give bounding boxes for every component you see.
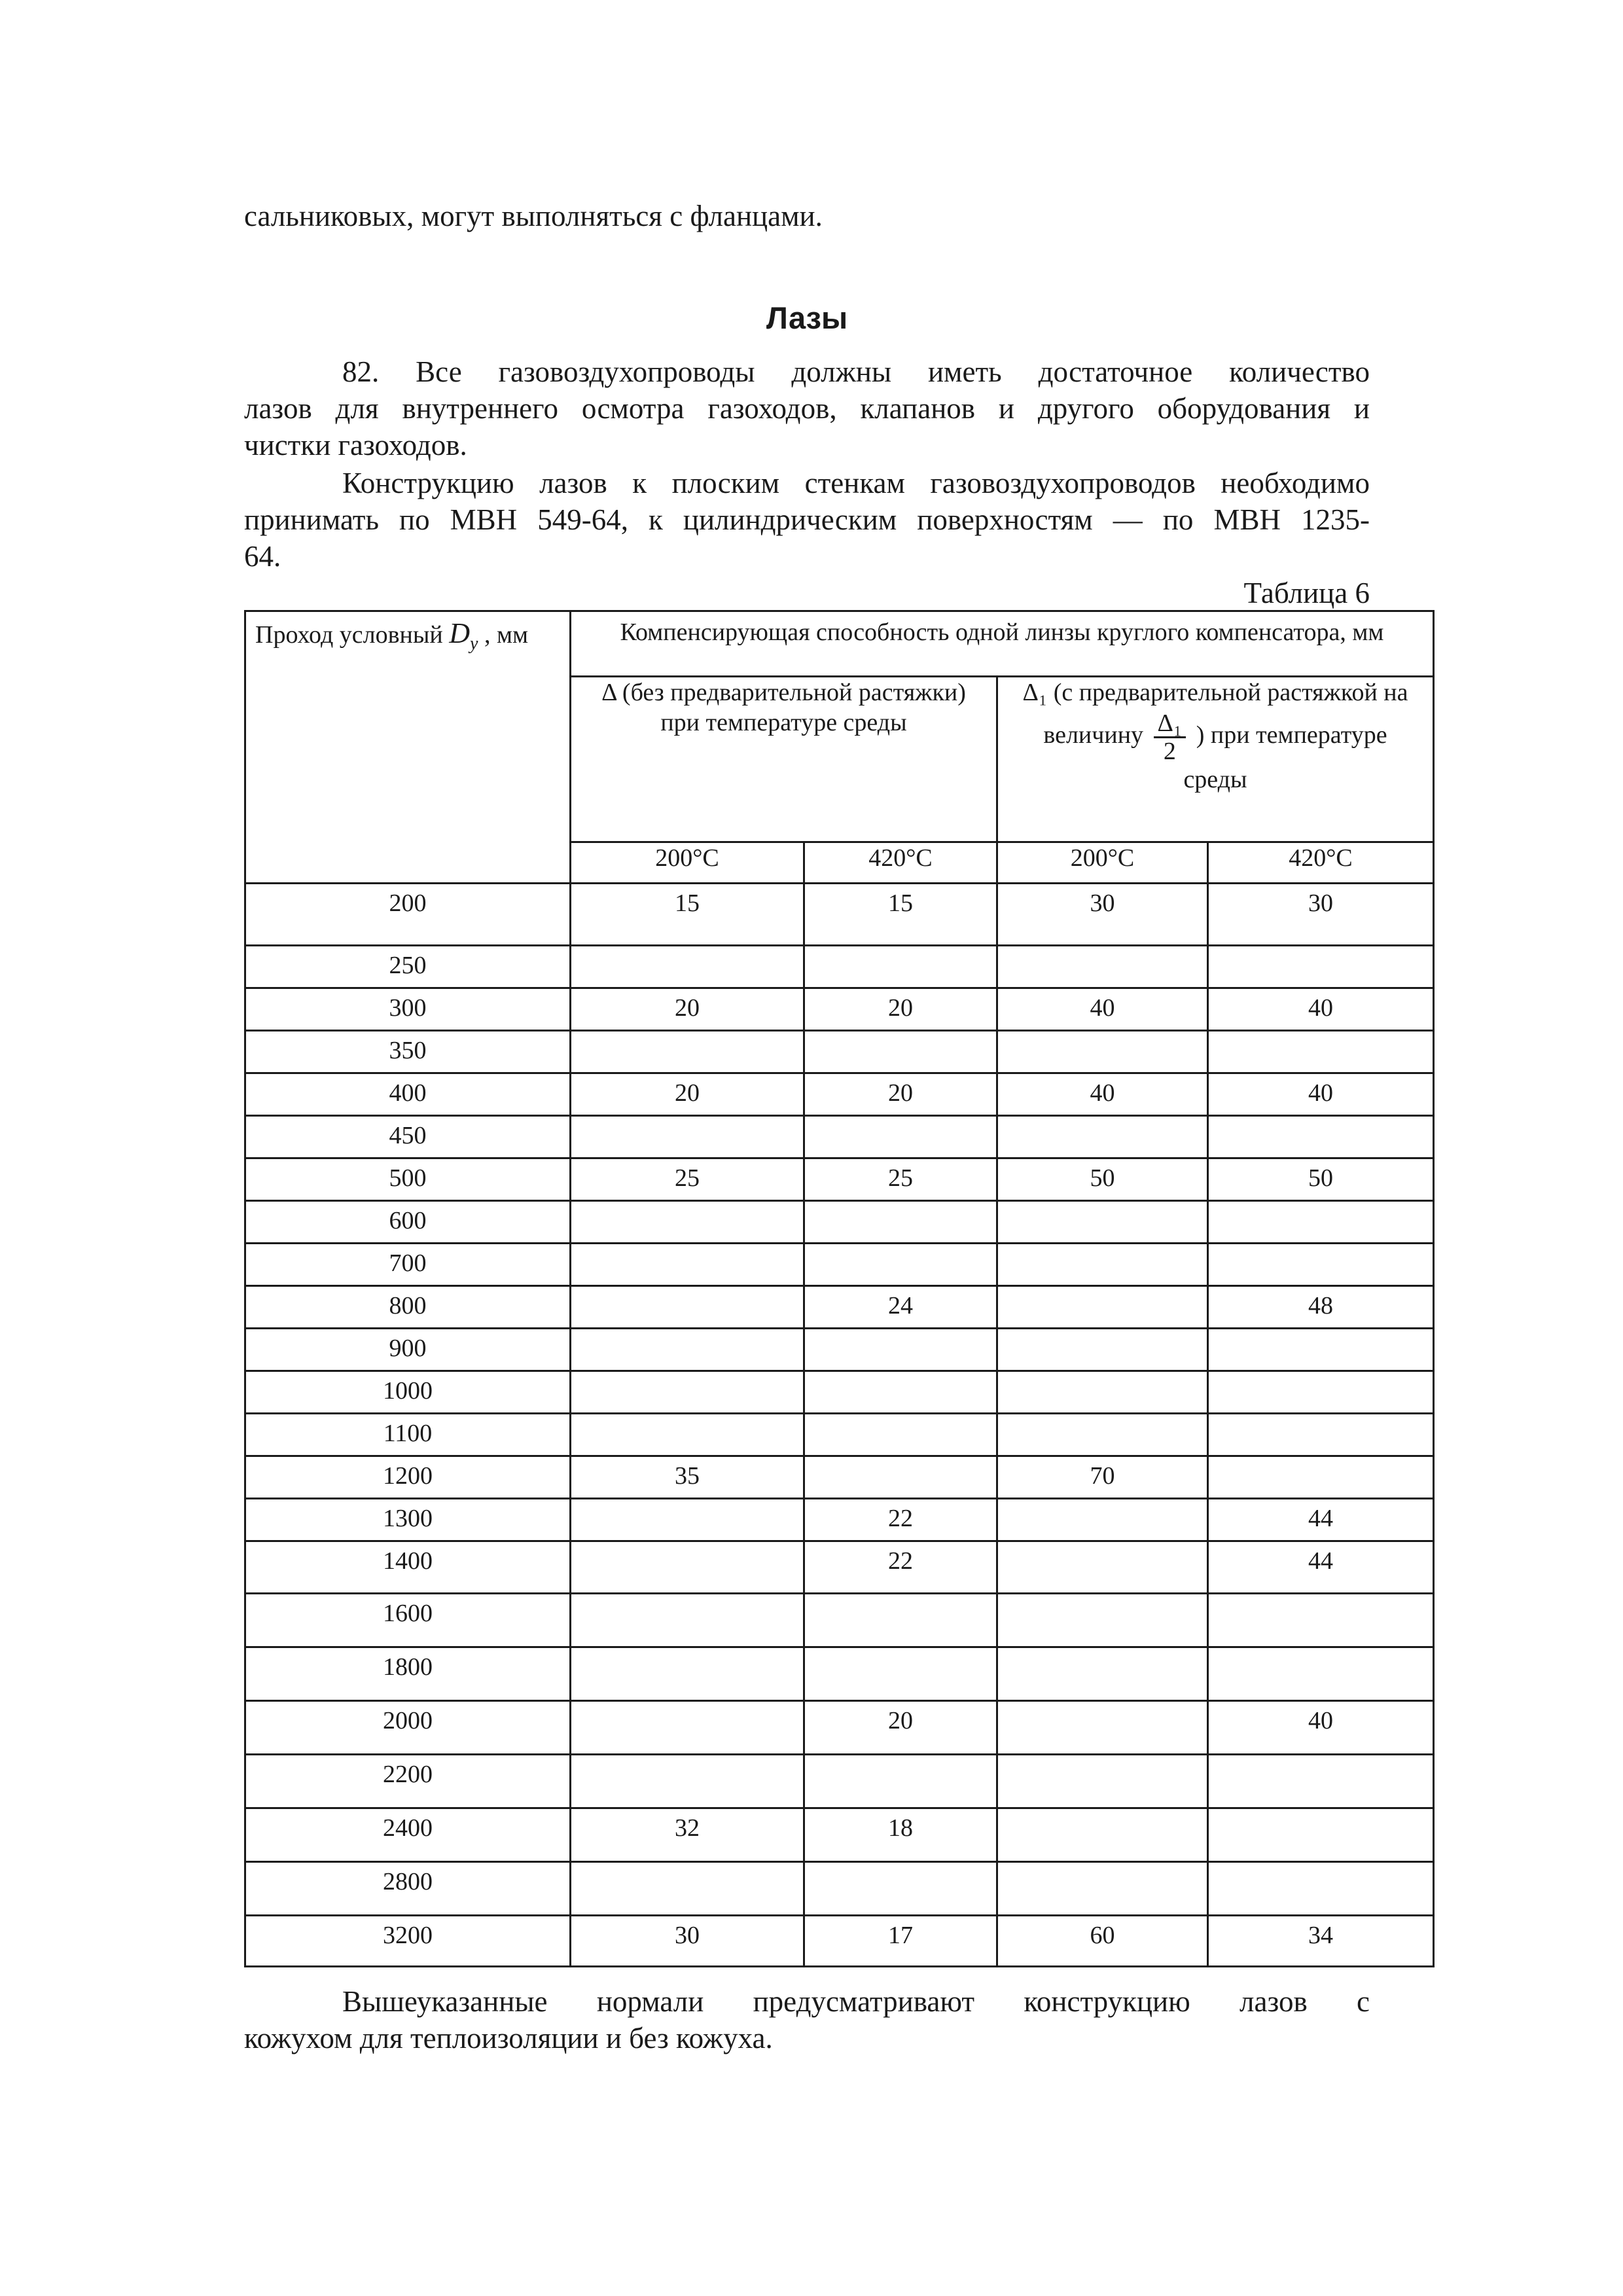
table-cell-value: 17	[804, 1916, 997, 1967]
table-row	[245, 1116, 1434, 1158]
table-cell-bore: 1200	[245, 1456, 571, 1499]
table-cell-bore: 600	[245, 1201, 571, 1244]
table-cell-bore: 300	[245, 988, 571, 1031]
table-header-row	[245, 611, 1434, 677]
table-cell-value	[571, 1701, 804, 1755]
table-cell-value	[571, 1541, 804, 1594]
table-cell-value	[1208, 946, 1434, 988]
table-cell-value	[804, 1594, 997, 1647]
table-cell-value	[997, 1594, 1208, 1647]
table-cell-value: 44	[1208, 1499, 1434, 1541]
subheader-no-prestretch: Δ (без предварительной растяжки) при температуре среды	[571, 677, 997, 842]
table-cell-value	[1208, 1116, 1434, 1158]
table-row	[245, 1916, 1434, 1967]
table-cell-value: 30	[1208, 884, 1434, 946]
table-cell-value	[804, 1116, 997, 1158]
table-row	[245, 946, 1434, 988]
table-row	[245, 1701, 1434, 1755]
table-cell-value: 44	[1208, 1541, 1434, 1594]
table-cell-value	[571, 1201, 804, 1244]
table-cell-value: 34	[1208, 1916, 1434, 1967]
table-cell-bore: 1800	[245, 1647, 571, 1701]
table-row	[245, 988, 1434, 1031]
para1-line2: лазов для внутреннего осмотра газоходов, клапанов и другого оборудования и	[244, 392, 1370, 425]
table-cell-value	[1208, 1244, 1434, 1286]
table-cell-value	[804, 1755, 997, 1808]
table-cell-value	[804, 1456, 997, 1499]
table-cell-value	[571, 1414, 804, 1456]
table-row	[245, 1286, 1434, 1329]
para2-line1: Конструкцию лазов к плоским стенкам газовоздухопроводов необходимо	[342, 467, 1370, 499]
table-row	[245, 1073, 1434, 1116]
table-cell-value	[1208, 1329, 1434, 1371]
table-cell-bore: 2000	[245, 1701, 571, 1755]
table-cell-bore: 200	[245, 884, 571, 946]
table-cell-value	[997, 1031, 1208, 1073]
temp-header: 420°C	[1208, 842, 1434, 884]
table-cell-value: 40	[997, 1073, 1208, 1116]
table-cell-value	[997, 1701, 1208, 1755]
table-row	[245, 1371, 1434, 1414]
table-cell-value	[571, 1116, 804, 1158]
table-cell-value: 50	[997, 1158, 1208, 1201]
group-header-compensation: Компенсирующая способность одной линзы круглого компенсатора, мм	[571, 611, 1434, 677]
table-cell-value: 22	[804, 1541, 997, 1594]
table-cell-value	[997, 1116, 1208, 1158]
table-cell-bore: 800	[245, 1286, 571, 1329]
table-cell-value	[804, 1031, 997, 1073]
table-row	[245, 1329, 1434, 1371]
table-cell-value	[1208, 1456, 1434, 1499]
compensator-table	[244, 610, 1435, 1967]
table-cell-bore: 250	[245, 946, 571, 988]
table-cell-bore: 1100	[245, 1414, 571, 1456]
table-cell-bore: 1400	[245, 1541, 571, 1594]
table-row	[245, 884, 1434, 946]
table-cell-value	[804, 946, 997, 988]
table-cell-value: 18	[804, 1808, 997, 1862]
table-cell-value	[571, 946, 804, 988]
table-cell-value: 30	[571, 1916, 804, 1967]
table-cell-value	[571, 1286, 804, 1329]
table-cell-value	[571, 1329, 804, 1371]
table-row	[245, 1755, 1434, 1808]
table-cell-value	[571, 1594, 804, 1647]
table-cell-value	[1208, 1414, 1434, 1456]
table-cell-value: 30	[997, 884, 1208, 946]
table-row	[245, 1244, 1434, 1286]
table-cell-bore: 2400	[245, 1808, 571, 1862]
table-cell-value	[1208, 1371, 1434, 1414]
table-row	[245, 1158, 1434, 1201]
temp-header: 200°C	[997, 842, 1208, 884]
table-row	[245, 1201, 1434, 1244]
table-cell-bore: 400	[245, 1073, 571, 1116]
table-cell-bore: 1000	[245, 1371, 571, 1414]
table-cell-value	[804, 1201, 997, 1244]
temp-header: 420°C	[804, 842, 997, 884]
table-cell-value	[804, 1862, 997, 1916]
table-cell-value	[997, 1371, 1208, 1414]
table-cell-value	[1208, 1647, 1434, 1701]
table-row	[245, 1594, 1434, 1647]
table-cell-value: 15	[571, 884, 804, 946]
table-row	[245, 1808, 1434, 1862]
table-cell-value	[997, 1329, 1208, 1371]
table-cell-bore: 350	[245, 1031, 571, 1073]
table-cell-value	[997, 1541, 1208, 1594]
table-cell-value	[804, 1647, 997, 1701]
table-cell-value	[997, 1286, 1208, 1329]
table-cell-value: 25	[804, 1158, 997, 1201]
table-cell-value	[1208, 1808, 1434, 1862]
table-cell-value	[1208, 1755, 1434, 1808]
table-cell-value	[571, 1031, 804, 1073]
table-cell-value	[997, 1244, 1208, 1286]
table-cell-value: 40	[997, 988, 1208, 1031]
intro-text: сальниковых, могут выполняться с фланцами.	[244, 200, 823, 232]
footer-line1: Вышеуказанные нормали предусматривают конструкцию лазов с	[342, 1985, 1370, 2018]
table-cell-bore: 450	[245, 1116, 571, 1158]
para2-line3: 64.	[244, 540, 281, 573]
table-row	[245, 1031, 1434, 1073]
table-cell-bore: 3200	[245, 1916, 571, 1967]
table-cell-value	[804, 1371, 997, 1414]
table-cell-value: 15	[804, 884, 997, 946]
table-cell-value: 25	[571, 1158, 804, 1201]
table-cell-value: 60	[997, 1916, 1208, 1967]
footer-line2: кожухом для теплоизоляции и без кожуха.	[244, 2022, 773, 2054]
temp-header: 200°C	[571, 842, 804, 884]
table-cell-bore: 2800	[245, 1862, 571, 1916]
table-cell-value	[571, 1862, 804, 1916]
table-cell-value: 20	[804, 1701, 997, 1755]
table-cell-value	[997, 1755, 1208, 1808]
table-cell-value	[571, 1371, 804, 1414]
table-cell-bore: 700	[245, 1244, 571, 1286]
table-cell-value: 70	[997, 1456, 1208, 1499]
table-cell-value	[804, 1329, 997, 1371]
table-row	[245, 1414, 1434, 1456]
table-cell-value	[997, 946, 1208, 988]
table-cell-value: 20	[804, 988, 997, 1031]
table-cell-value	[997, 1201, 1208, 1244]
para2-line2: принимать по МВН 549-64, к цилиндрическим поверхностям — по МВН 1235-	[244, 503, 1370, 536]
col-header-nominal-bore: Проход условный $D_у$ , мм	[245, 611, 571, 884]
table-cell-value	[804, 1244, 997, 1286]
fraction-delta1-over-2: $\frac{\text{Δ₁}}{2}$	[1154, 710, 1186, 764]
table-cell-value: 32	[571, 1808, 804, 1862]
table-cell-value: 40	[1208, 1073, 1434, 1116]
table-cell-value	[1208, 1862, 1434, 1916]
table-cell-value: 48	[1208, 1286, 1434, 1329]
table-cell-value: 40	[1208, 1701, 1434, 1755]
table-cell-value	[571, 1499, 804, 1541]
table-cell-value	[571, 1244, 804, 1286]
table-caption: Таблица 6	[1243, 577, 1370, 609]
table-cell-value	[997, 1808, 1208, 1862]
table-cell-value	[997, 1862, 1208, 1916]
table-cell-bore: 900	[245, 1329, 571, 1371]
table-cell-value	[1208, 1031, 1434, 1073]
para1-line1: 82. Все газовоздухопроводы должны иметь достаточное количество	[342, 355, 1370, 388]
section-title: Лазы	[766, 300, 848, 335]
table-cell-value	[997, 1499, 1208, 1541]
table-row	[245, 1456, 1434, 1499]
table-row	[245, 1541, 1434, 1594]
table-cell-value	[571, 1647, 804, 1701]
subheader-with-prestretch: Δ₁ (с предварительной растяжкой на величину $\frac{\text{Δ₁}}{2}$ ) при температуре среды	[997, 677, 1434, 842]
table-cell-value: 50	[1208, 1158, 1434, 1201]
table-cell-bore: 500	[245, 1158, 571, 1201]
para1-line3: чистки газоходов.	[244, 429, 467, 461]
table-row	[245, 1647, 1434, 1701]
table-cell-value	[997, 1647, 1208, 1701]
table-cell-value: 35	[571, 1456, 804, 1499]
table-cell-bore: 1300	[245, 1499, 571, 1541]
table-cell-bore: 1600	[245, 1594, 571, 1647]
table-cell-value: 20	[571, 1073, 804, 1116]
table-cell-value: 20	[804, 1073, 997, 1116]
table-cell-value: 20	[571, 988, 804, 1031]
table-cell-value: 24	[804, 1286, 997, 1329]
table-cell-value	[997, 1414, 1208, 1456]
table-row	[245, 1862, 1434, 1916]
table-cell-value	[804, 1414, 997, 1456]
table-row	[245, 1499, 1434, 1541]
table-cell-value: 40	[1208, 988, 1434, 1031]
table-cell-value	[1208, 1594, 1434, 1647]
table-cell-value	[1208, 1201, 1434, 1244]
table-cell-bore: 2200	[245, 1755, 571, 1808]
table-cell-value: 22	[804, 1499, 997, 1541]
table-cell-value	[571, 1755, 804, 1808]
